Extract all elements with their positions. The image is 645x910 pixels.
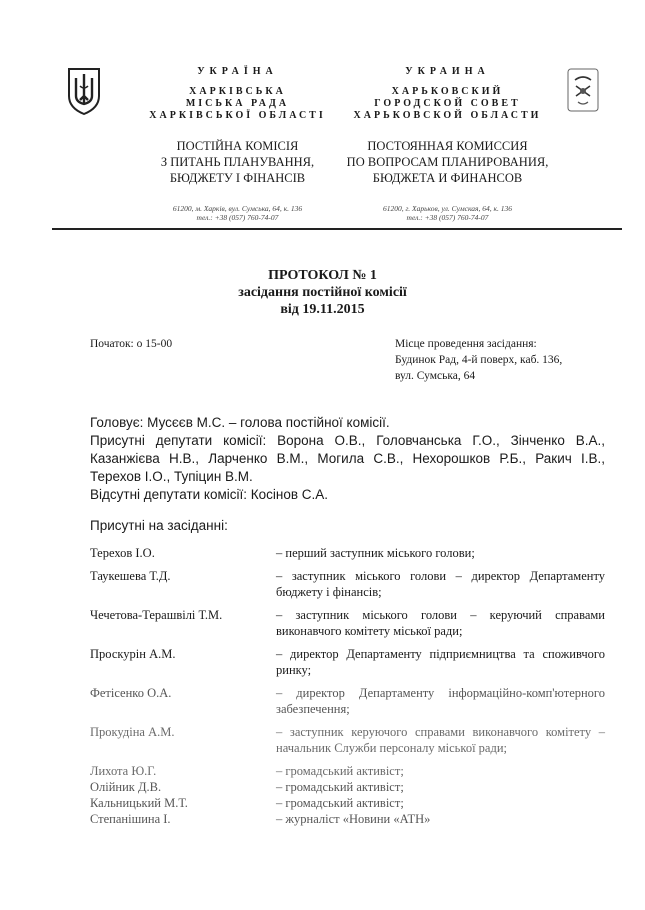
header-org-ua <box>130 86 345 122</box>
attendee-row <box>90 646 605 685</box>
attendee-row <box>90 763 605 779</box>
attendee-role: – перший заступник міського голови; <box>276 546 475 560</box>
header-country-ru: УКРАИНА <box>405 66 490 77</box>
attendee-row <box>90 795 605 811</box>
attendee-row <box>90 724 605 763</box>
meeting-place-line: вул. Сумська, 64 <box>395 370 476 382</box>
attendee-name: Чечетова-Терашвілі Т.М. <box>90 608 223 622</box>
attendees-table <box>90 545 605 827</box>
attendee-name: Прокудіна А.М. <box>90 725 175 739</box>
meeting-start: Початок: о 15-00 <box>90 338 173 350</box>
absent-deputies: Відсутні депутати комісії: Косінов С.А. <box>90 487 329 502</box>
attendee-name: Проскурін А.М. <box>90 647 176 661</box>
header-committee-ua-line: ПОСТІЙНА КОМІСІЯ <box>176 139 299 153</box>
header-address-ua-phone: тел.: +38 (057) 760-74-07 <box>196 213 279 222</box>
header-divider <box>52 228 622 230</box>
chair-line: Головує: Мусєєв М.С. – голова постійної комісії. <box>90 415 390 430</box>
attendee-row <box>90 568 605 607</box>
attendee-row <box>90 607 605 646</box>
header-committee-ua-line: З ПИТАНЬ ПЛАНУВАННЯ, <box>160 155 315 169</box>
attendee-name: Лихота Ю.Г. <box>90 764 157 778</box>
header-address-ru <box>335 204 560 222</box>
header-committee-ua <box>130 138 345 186</box>
meeting-place-line: Будинок Рад, 4-й поверх, каб. 136, <box>395 354 563 366</box>
attendee-role: – заступник керуючого справами виконавчого комітету – начальник Служби персоналу міської ради; <box>276 725 605 755</box>
attendee-row <box>90 685 605 724</box>
attendee-name: Кальницький М.Т. <box>90 796 188 810</box>
header-org-ru-line: ГОРОДСКОЙ СОВЕТ <box>374 98 521 109</box>
coat-of-arms-icon <box>66 66 102 116</box>
attendee-role: – заступник міського голови – директор Департаменту бюджету і фінансів; <box>276 569 605 599</box>
header-org-ua-line: ХАРКІВСЬКА <box>189 86 286 97</box>
header-country-ua: УКРАЇНА <box>197 66 278 77</box>
protocol-title <box>0 267 645 318</box>
attendee-row <box>90 811 605 827</box>
header-address-ru-street: 61200, г. Харьков, ул. Сумская, 64, к. 136 <box>382 204 513 213</box>
attendee-name: Таукешева Т.Д. <box>90 569 171 583</box>
protocol-number: ПРОТОКОЛ № 1 <box>268 268 377 283</box>
header-address-ru-phone: тел.: +38 (057) 760-74-07 <box>406 213 489 222</box>
attendee-role: – директор Департаменту інформаційно-комп'ютерного забезпечення; <box>276 686 605 716</box>
meeting-place <box>395 336 615 384</box>
meeting-place-line: Місце проведення засідання: <box>395 338 537 350</box>
attendee-role: – журналіст «Новини «АТН» <box>276 812 431 826</box>
header-org-ru <box>335 86 560 122</box>
protocol-subtitle: засідання постійної комісії <box>238 285 407 300</box>
attendee-role: – громадський активіст; <box>276 780 404 794</box>
protocol-date: від 19.11.2015 <box>280 302 365 317</box>
header-committee-ru <box>335 138 560 186</box>
attendee-name: Олійник Д.В. <box>90 780 162 794</box>
city-emblem-icon <box>566 66 600 116</box>
attendee-name: Степанішина І. <box>90 812 171 826</box>
header-address-ua <box>130 204 345 222</box>
header-committee-ru-line: ПОСТОЯННАЯ КОМИССИЯ <box>367 139 528 153</box>
header-committee-ua-line: БЮДЖЕТУ І ФІНАНСІВ <box>169 171 306 185</box>
attendee-role: – громадський активіст; <box>276 796 404 810</box>
attendees-heading: Присутні на засіданні: <box>90 518 228 533</box>
attendee-role: – заступник міського голови – керуючий справами виконавчого комітету міської ради; <box>276 608 605 638</box>
present-deputies: Присутні депутати комісії: Ворона О.В., Головчанська Г.О., Зінченко В.А., Казанжієва Н.В., Ларченко В.М., Могила С.В., Нехорошков Р.Б., Ракич І.В., Терехов І.О., Тупіцин В.М. <box>90 433 605 484</box>
header-org-ru-line: ХАРЬКОВСКОЙ ОБЛАСТИ <box>353 110 542 121</box>
header-address-ua-street: 61200, м. Харків, вул. Сумська, 64, к. 136 <box>172 204 303 213</box>
attendee-row <box>90 545 605 568</box>
header-committee-ru-line: БЮДЖЕТА И ФИНАНСОВ <box>372 171 523 185</box>
attendee-row <box>90 779 605 795</box>
header-org-ua-line: ХАРКІВСЬКОЇ ОБЛАСТІ <box>149 110 326 121</box>
header-committee-ru-line: ПО ВОПРОСАМ ПЛАНИРОВАНИЯ, <box>346 155 549 169</box>
attendee-name: Фетісенко О.А. <box>90 686 172 700</box>
header-org-ru-line: ХАРЬКОВСКИЙ <box>391 86 504 97</box>
attendee-role: – директор Департаменту підприємництва та споживчого ринку; <box>276 647 605 677</box>
attendee-name: Терехов І.О. <box>90 546 155 560</box>
attendee-role: – громадський активіст; <box>276 764 404 778</box>
header-org-ua-line: МІСЬКА РАДА <box>185 98 290 109</box>
